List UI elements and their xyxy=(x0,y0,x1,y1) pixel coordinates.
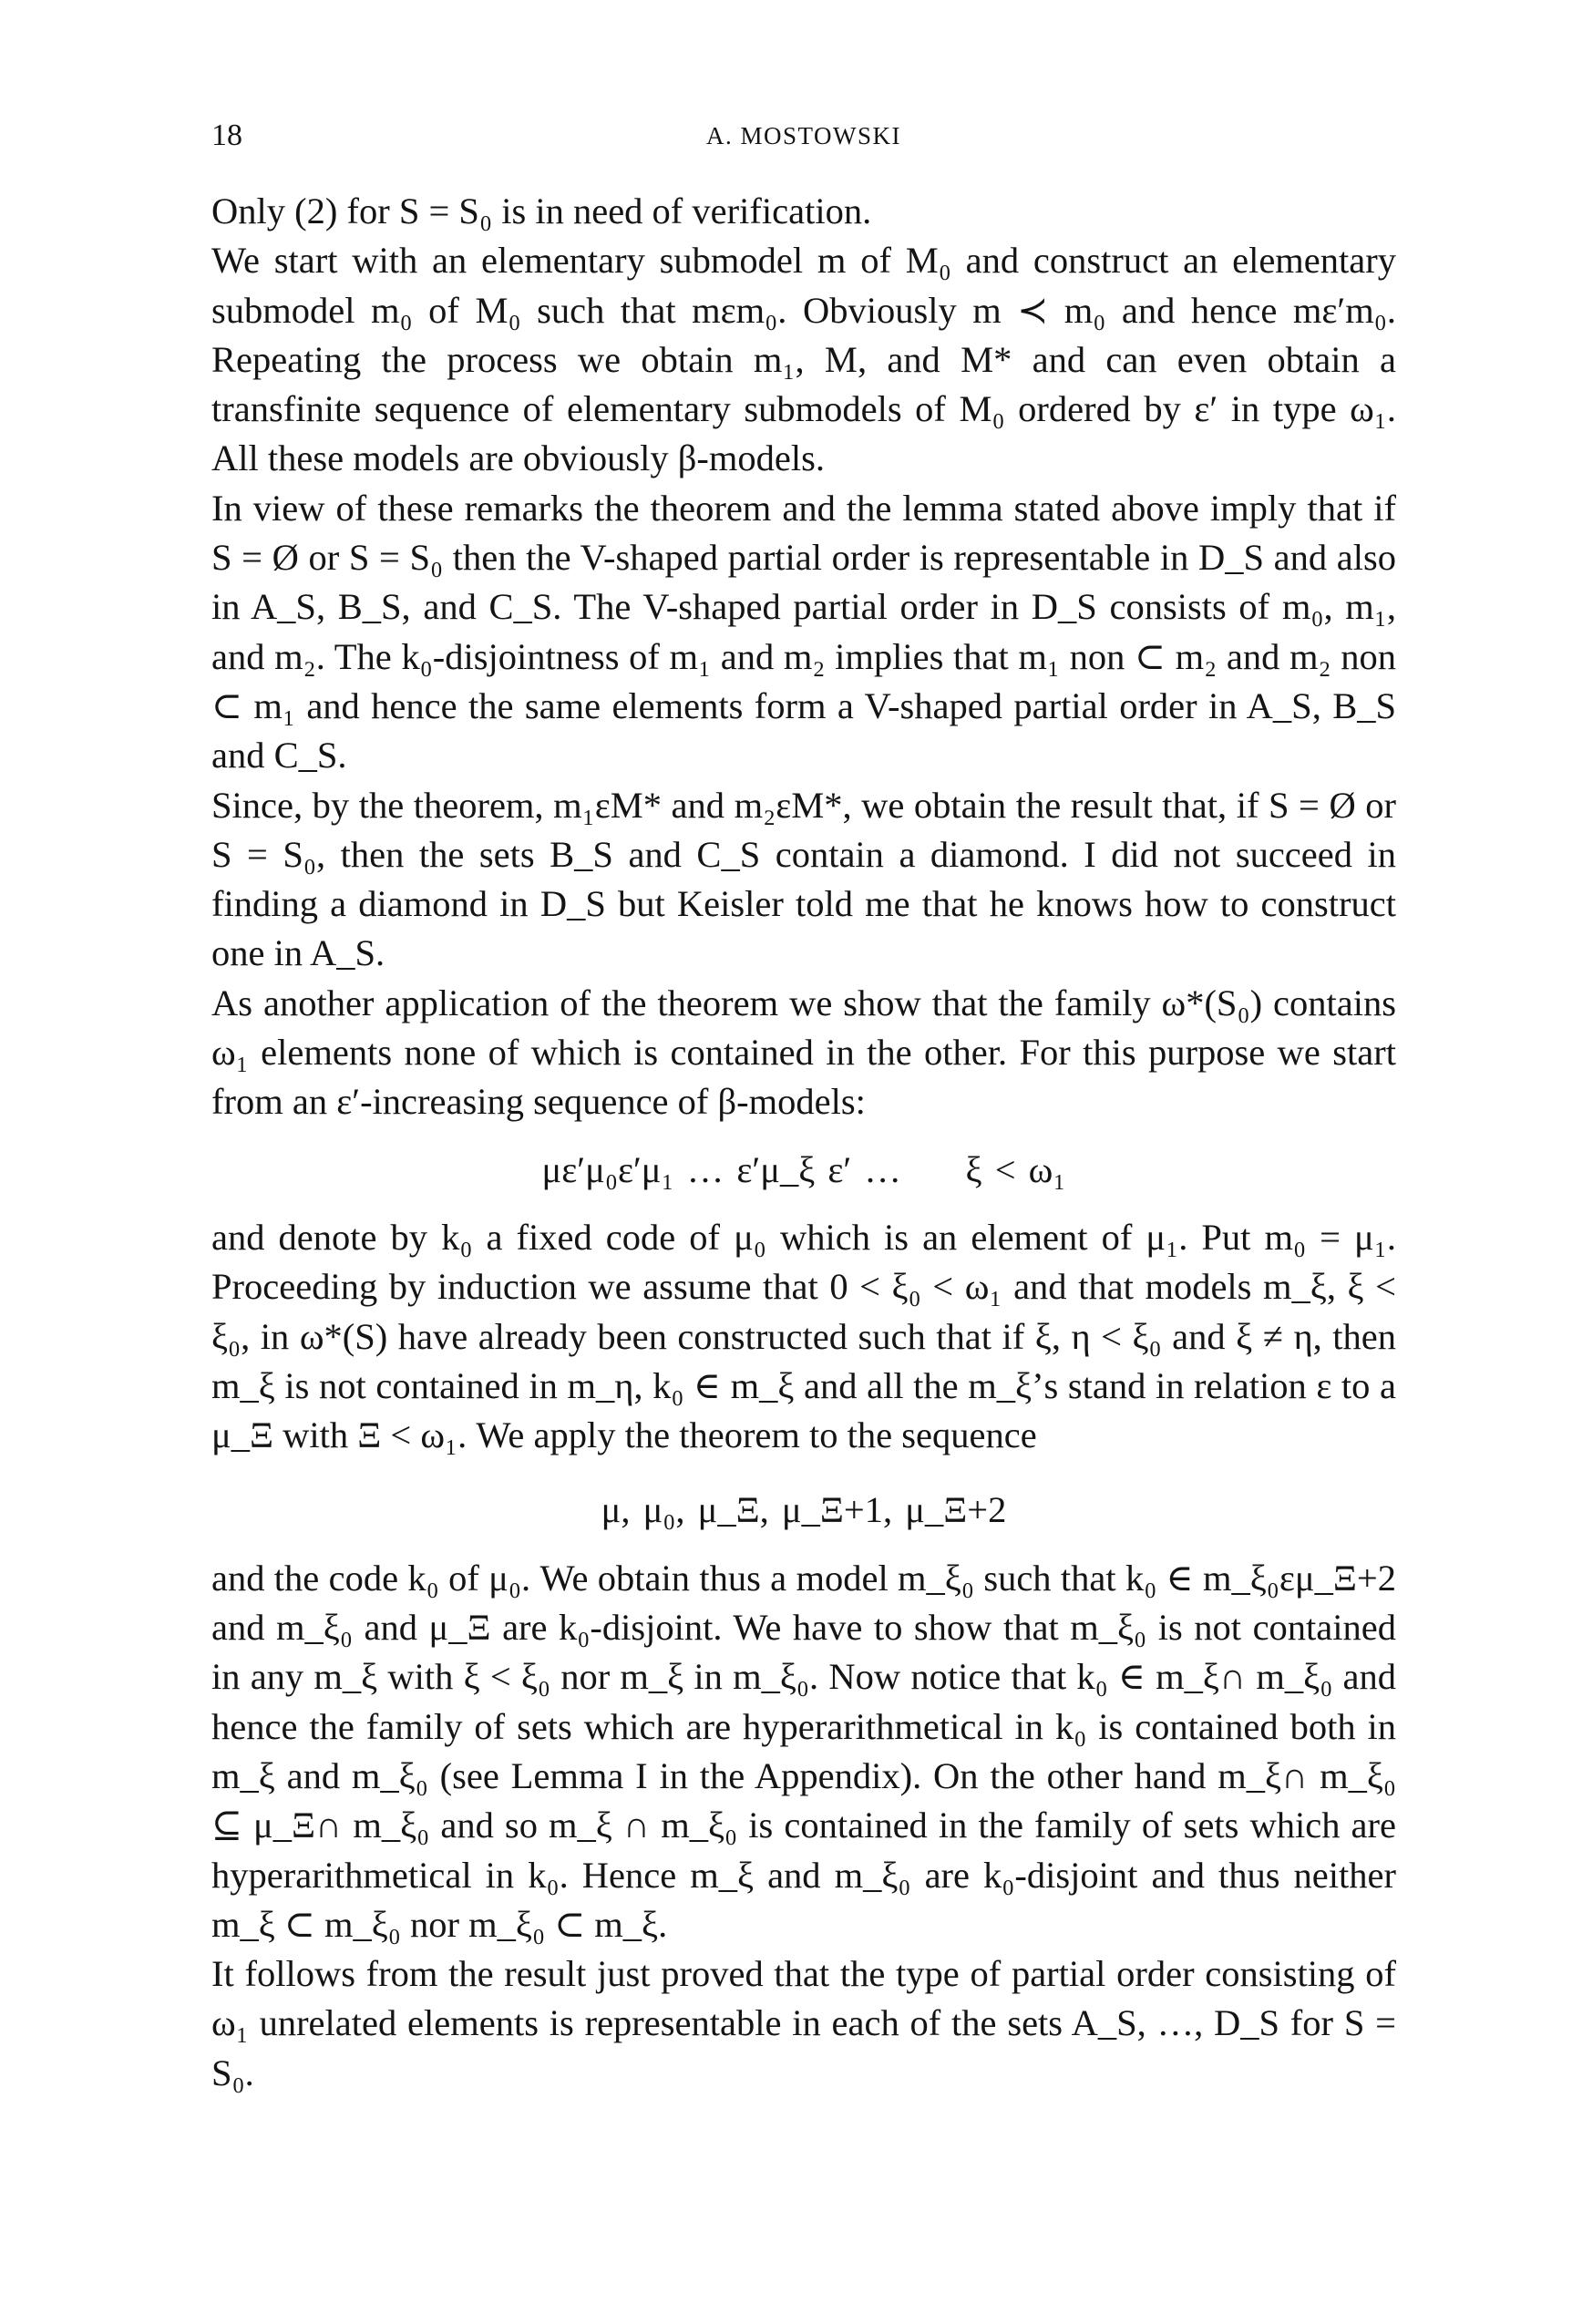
paragraph-8: It follows from the result just proved that the type of partial order consisting of ω₁ unrelated elements is representable in each of the sets A_S, …, D_S for S = S₀. xyxy=(211,1953,1396,2093)
paragraph-7: and the code k₀ of μ₀. We obtain thus a model m_ξ₀ such that k₀ ∈ m_ξ₀εμ_Ξ+2 and m_ξ₀ and μ_Ξ are k₀-disjoint. We have to show that m_ξ₀ is not contained in any m_ξ with ξ < ξ₀ nor m_ξ in m_ξ₀. Now notice that k₀ ∈ m_ξ∩ m_ξ₀ and hence the family of sets which are hyperarithmetical in k₀ is contained both in m_ξ and m_ξ₀ (see Lemma I in the Appendix). On the other hand m_ξ∩ m_ξ₀ ⊆ μ_Ξ∩ m_ξ₀ and so m_ξ ∩ m_ξ₀ is contained in the family of sets which are hyperarithmetical in k₀. Hence m_ξ and m_ξ₀ are k₀-disjoint and thus neither m_ξ ⊂ m_ξ₀ nor m_ξ₀ ⊂ m_ξ. xyxy=(211,1557,1396,1945)
paragraph-6: and denote by k₀ a fixed code of μ₀ which is an element of μ₁. Put m₀ = μ₁. Proceeding by induction we assume that 0 < ξ₀ < ω₁ and that models m_ξ, ξ < ξ₀, in ω*(S) have already been constructed such that if ξ, η < ξ₀ and ξ ≠ η, then m_ξ is not contained in m_η, k₀ ∈ m_ξ and all the m_ξ’s stand in relation ε to a μ_Ξ with Ξ < ω₁. We apply the theorem to the sequence xyxy=(211,1216,1396,1456)
paragraph-1: Only (2) for S = S₀ is in need of verification. xyxy=(211,190,872,231)
display-formula-models: μ, μ₀, μ_Ξ, μ_Ξ+1, μ_Ξ+2 xyxy=(601,1489,1007,1531)
page-number: 18 xyxy=(211,118,242,152)
body-text xyxy=(211,187,1396,2098)
paragraph-3: In view of these remarks the theorem and the lemma stated above imply that if S = Ø or S = S₀ then the V-shaped partial order is representable in D_S and also in A_S, B_S, and C_S. The V-shaped partial order in D_S consists of m₀, m₁, and m₂. The k₀-disjointness of m₁ and m₂ implies that m₁ non ⊂ m₂ and m₂ non ⊂ m₁ and hence the same elements form a V-shaped partial order in A_S, B_S and C_S. xyxy=(211,487,1396,776)
paragraph-5: As another application of the theorem we show that the family ω*(S₀) contains ω₁ elements none of which is contained in the other. For this purpose we start from an ε′-increasing sequence of β-models: xyxy=(211,982,1396,1123)
paragraph-2: We start with an elementary submodel m of M₀ and construct an elementary submodel m₀ of M₀ such that mεm₀. Obviously m ≺ m₀ and hence mε′m₀. Repeating the process we obtain m₁, M, and M* and can even obtain a transfinite sequence of elementary submodels of M₀ ordered by ε′ in type ω₁. All these models are obviously β-models. xyxy=(211,240,1396,479)
paragraph-4: Since, by the theorem, m₁εM* and m₂εM*, we obtain the result that, if S = Ø or S = S₀, then the sets B_S and C_S contain a diamond. I did not succeed in finding a diamond in D_S but Keisler told me that he knows how to construct one in A_S. xyxy=(211,784,1396,974)
running-head: A. MOSTOWSKI xyxy=(705,122,901,149)
display-formula-sequence: με′μ₀ε′μ₁ … ε′μ_ξ ε′ … ξ < ω₁ xyxy=(541,1148,1066,1190)
page-header xyxy=(211,118,1396,155)
